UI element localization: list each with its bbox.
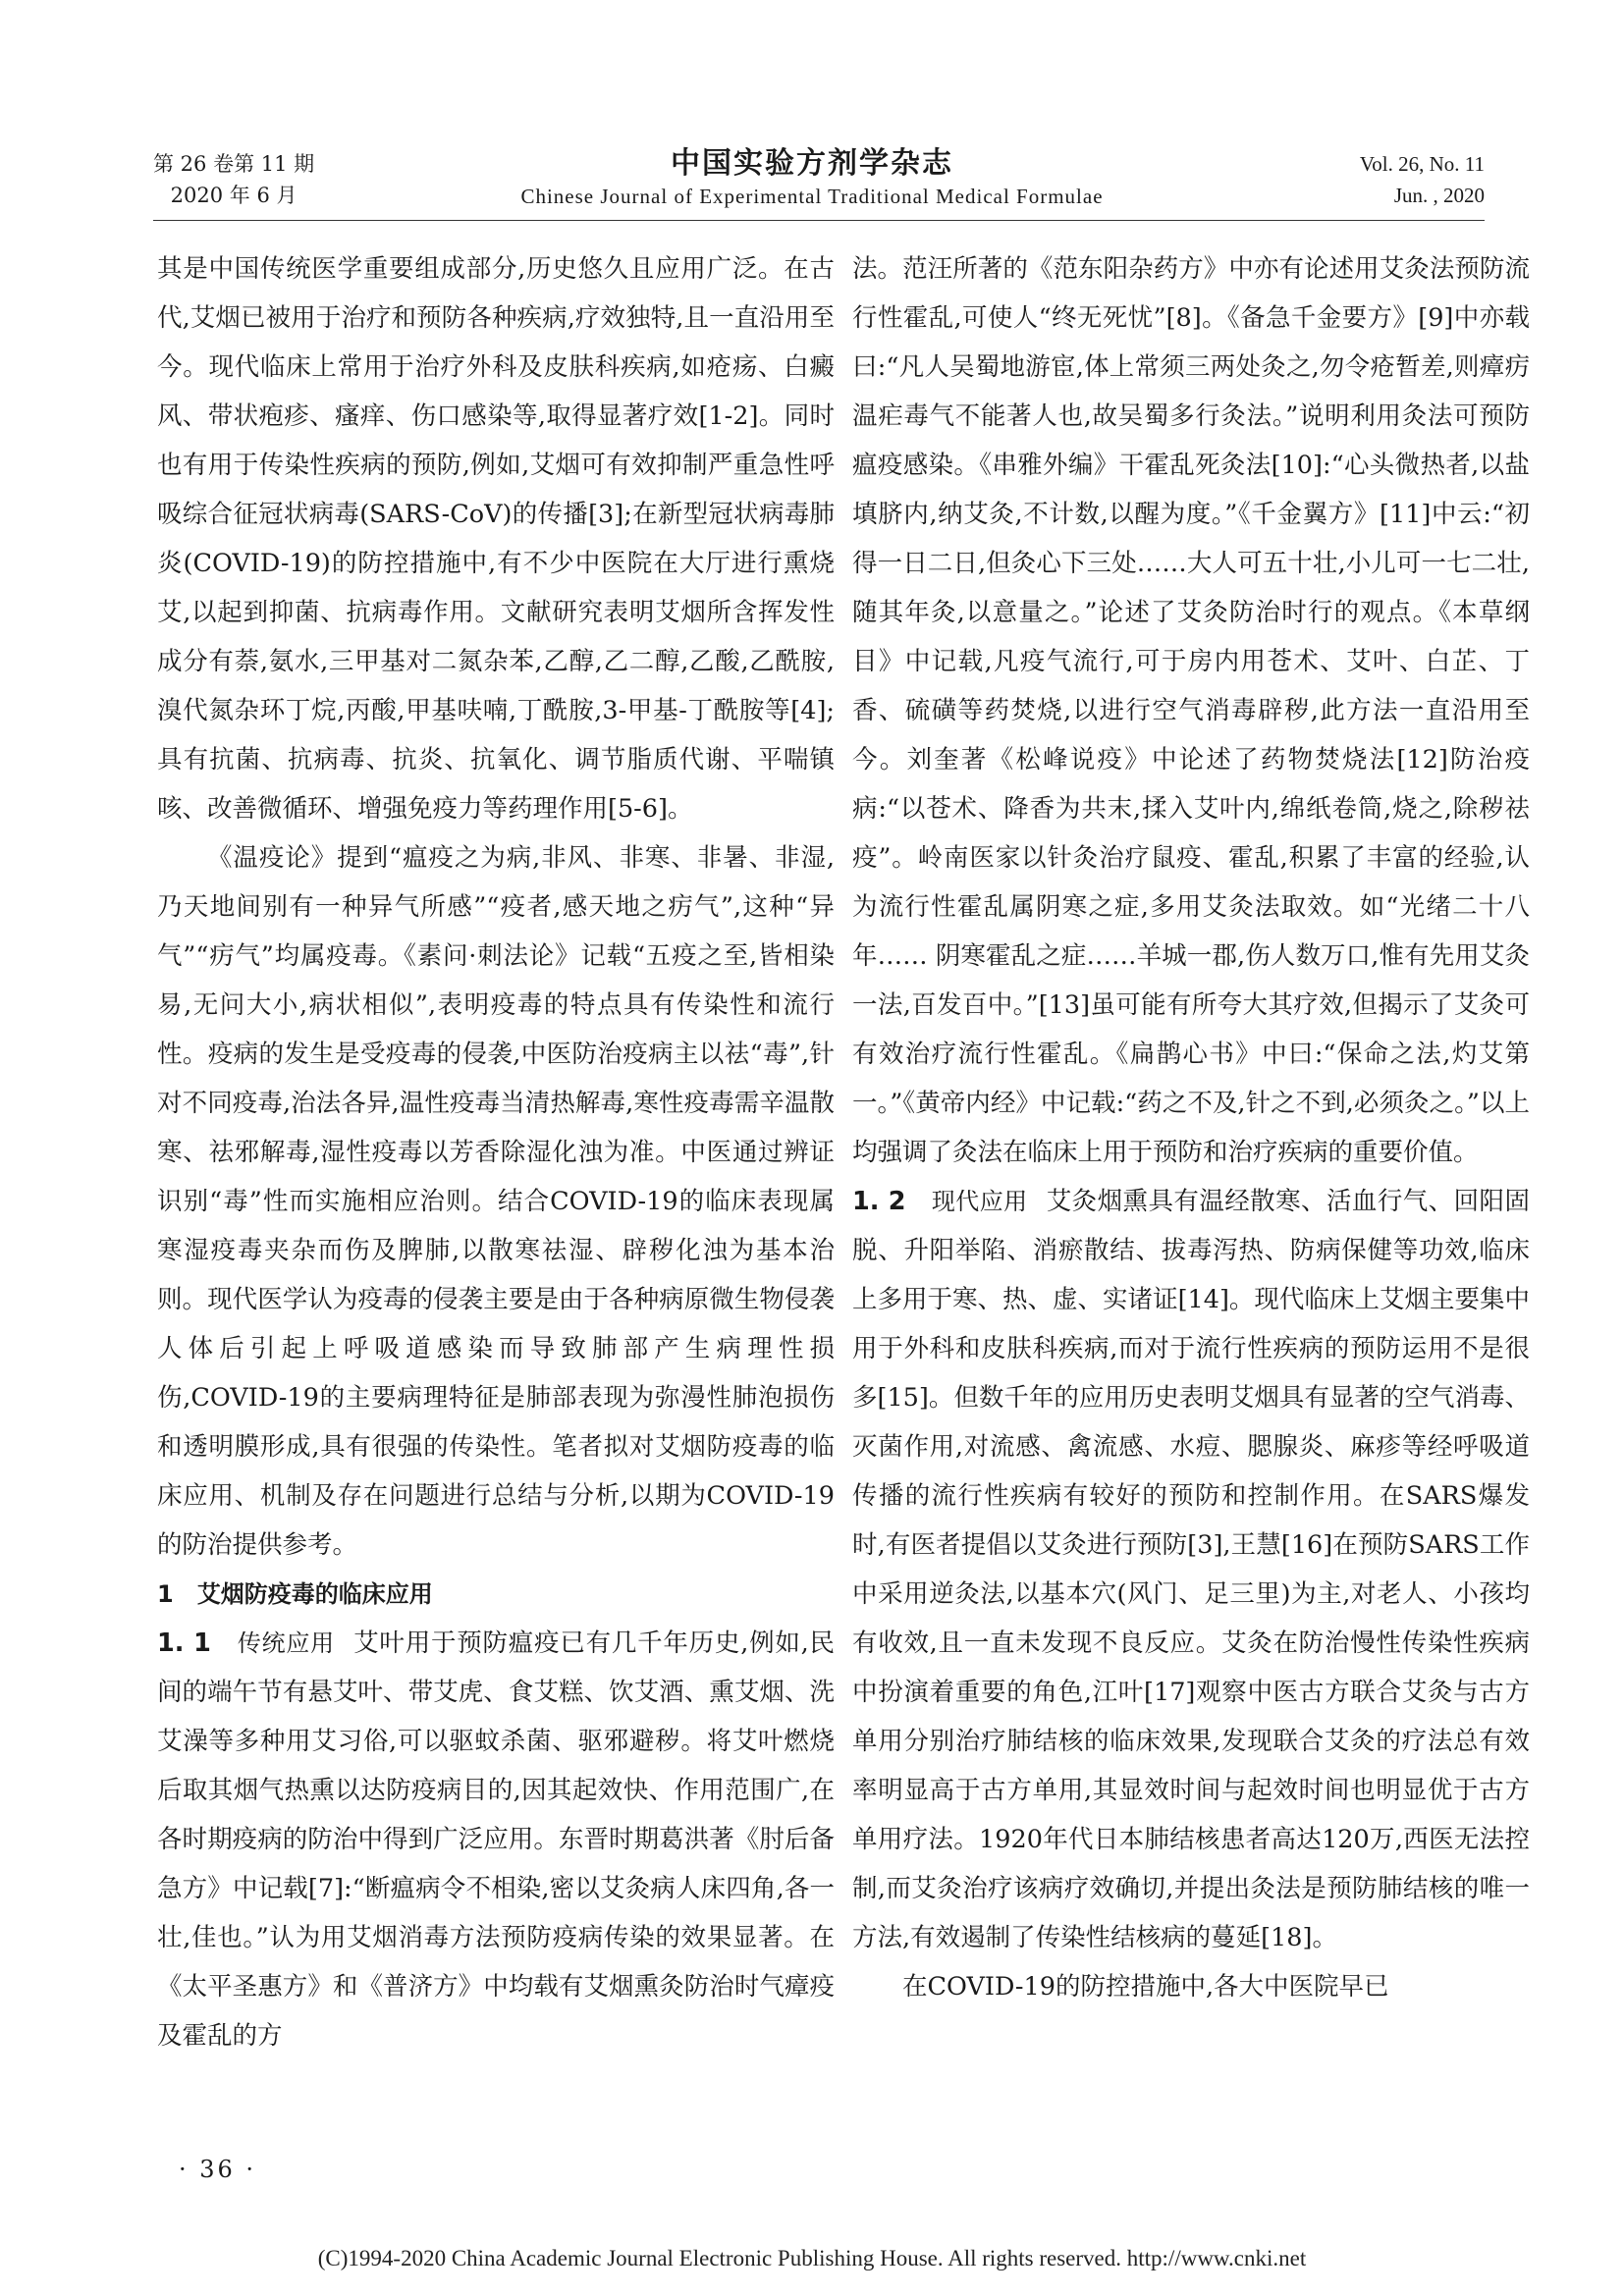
subsection-title: 传统应用 [237,1629,335,1657]
volume-issue-cn: 第 26 卷第 11 期 [153,152,315,176]
header-center [442,145,1182,210]
section-heading-1: 1 艾烟防疫毒的临床应用 [157,1580,433,1608]
subsection-text: 艾叶用于预防瘟疫已有几千年历史,例如,民间的端午节有悬艾叶、带艾虎、食艾糕、饮艾酒、熏艾烟、洗艾澡等多种用艾习俗,可以驱蚊杀菌、驱邪避秽。将艾叶燃烧后取其烟气热熏以达防疫病目的,因其起效快、作用范围广,在各时期疫病的防治中得到广泛应用。东晋时期葛洪著《肘后备急方》中记载[7]:“断瘟病令不相染,密以艾灸病人床四角,各一壮,佳也。”认为用艾烟消毒方法预防疫病传染的效果显著。在《太平圣惠方》和《普济方》中均载有艾烟熏灸防治时气瘴疫及霍乱的方 [157,1629,835,2051]
subsection-number: 1. 2 [852,1187,906,1216]
paragraph-covid-measures: 在COVID-19的防控措施中,各大中医院早已 [902,1972,1389,2002]
date-cn: 2020 年 6 月 [170,184,298,207]
subsection-1-1 [157,1619,835,2060]
subsection-1-2 [852,1177,1530,1962]
paragraph-continuation: 其是中国传统医学重要组成部分,历史悠久且应用广泛。在古代,艾烟已被用于治疗和预防各种疾病,疗效独特,且一直沿用至今。现代临床上常用于治疗外科及皮肤科疾病,如疮疡、白癜风、带状疱疹、瘙痒、伤口感染等,取得显著疗效[1-2]。同时也有用于传染性疾病的预防,例如,艾烟可有效抑制严重急性呼吸综合征冠状病毒(SARS-CoV)的传播[3];在新型冠状病毒肺炎(COVID-19)的防控措施中,有不少中医院在大厅进行熏烧艾,以起到抑菌、抗病毒作用。文献研究表明艾烟所含挥发性成分有萘,氨水,三甲基对二氮杂苯,乙醇,乙二醇,乙酸,乙酰胺,溴代氮杂环丁烷,丙酸,甲基呋喃,丁酰胺,3-甲基-丁酰胺等[4];具有抗菌、抗病毒、抗炎、抗氧化、调节脂质代谢、平喘镇咳、改善微循环、增强免疫力等药理作用[5-6]。 [157,254,835,824]
volume-issue-en: Vol. 26, No. 11 [1359,152,1485,176]
date-en: Jun. , 2020 [1393,184,1485,207]
left-column [157,244,835,2060]
header-left [153,148,314,211]
header-right [1360,148,1485,211]
right-column [852,244,1530,2011]
copyright-footer: (C)1994-2020 China Academic Journal Electronic Publishing House. All rights reserved. http://www.cnki.net [317,2246,1307,2270]
subsection-text: 艾灸烟熏具有温经散寒、活血行气、回阳固脱、升阳举陷、消瘀散结、拔毒泻热、防病保健等功效,临床上多用于寒、热、虚、实诸证[14]。现代临床上艾烟主要集中用于外科和皮肤科疾病,而对于流行性疾病的预防运用不是很多[15]。但数千年的应用历史表明艾烟具有显著的空气消毒、灭菌作用,对流感、禽流感、水痘、腮腺炎、麻疹等经呼吸道传播的流行性疾病有较好的预防和控制作用。在SARS爆发时,有医者提倡以艾灸进行预防[3],王慧[16]在预防SARS工作中采用逆灸法,以基本穴(风门、足三里)为主,对老人、小孩均有收效,且一直未发现不良反应。艾灸在防治慢性传染性疾病中扮演着重要的角色,江叶[17]观察中医古方联合艾灸与古方单用分别治疗肺结核的临床效果,发现联合艾灸的疗法总有效率明显高于古方单用,其显效时间与起效时间也明显优于古方单用疗法。1920年代日本肺结核患者高达120万,西医无法控制,而艾灸治疗该病疗效确切,并提出灸法是预防肺结核的唯一方法,有效遏制了传染性结核病的蔓延[18]。 [852,1187,1530,1952]
paragraph-traditional-continued: 法。范汪所著的《范东阳杂药方》中亦有论述用艾灸法预防流行性霍乱,可使人“终无死忧”[8]。《备急千金要方》[9]中亦载曰:“凡人吴蜀地游宦,体上常须三两处灸之,勿令疮暂差,则瘴疠温疟毒气不能著人也,故吴蜀多行灸法。”说明利用灸法可预防瘟疫感染。《串雅外编》干霍乱死灸法[10]:“心头微热者,以盐填脐内,纳艾灸,不计数,以醒为度。”《千金翼方》[11]中云:“初得一日二日,但灸心下三处……大人可五十壮,小儿可一七二壮,随其年灸,以意量之。”论述了艾灸防治时行的观点。《本草纲目》中记载,凡疫气流行,可于房内用苍术、艾叶、白芷、丁香、硫磺等药焚烧,以进行空气消毒辟秽,此方法一直沿用至今。刘奎著《松峰说疫》中论述了药物焚烧法[12]防治疫病:“以苍术、降香为共末,揉入艾叶内,绵纸卷筒,烧之,除秽祛疫”。岭南医家以针灸治疗鼠疫、霍乱,积累了丰富的经验,认为流行性霍乱属阴寒之症,多用艾灸法取效。如“光绪二十八年…… 阴寒霍乱之症……羊城一郡,伤人数万口,惟有先用艾灸一法,百发百中。”[13]虽可能有所夸大其疗效,但揭示了艾灸可有效治疗流行性霍乱。《扁鹊心书》中曰:“保命之法,灼艾第一。”《黄帝内经》中记载:“药之不及,针之不到,必须灸之。”以上均强调了灸法在临床上用于预防和治疗疾病的重要价值。 [852,254,1530,1167]
paragraph-plague-theory: 《温疫论》提到“瘟疫之为病,非风、非寒、非暑、非湿,乃天地间别有一种异气所感”“疫者,感天地之疠气”,这种“异气”“疠气”均属疫毒。《素问·刺法论》记载“五疫之至,皆相染易,无问大小,病状相似”,表明疫毒的特点具有传染性和流行性。疫病的发生是受疫毒的侵袭,中医防治疫病主以祛“毒”,针对不同疫毒,治法各异,温性疫毒当清热解毒,寒性疫毒需辛温散寒、祛邪解毒,湿性疫毒以芳香除湿化浊为准。中医通过辨证识别“毒”性而实施相应治则。结合COVID-19的临床表现属寒湿疫毒夹杂而伤及脾肺,以散寒祛湿、辟秽化浊为基本治则。现代医学认为疫毒的侵袭主要是由于各种病原微生物侵袭人体后引起上呼吸道感染而导致肺部产生病理性损伤,COVID-19的主要病理特征是肺部表现为弥漫性肺泡损伤和透明膜形成,具有很强的传染性。笔者拟对艾烟防疫毒的临床应用、机制及存在问题进行总结与分析,以期为COVID-19的防治提供参考。 [157,843,835,1560]
header-rule [153,220,1485,221]
subsection-number: 1. 1 [157,1629,211,1658]
journal-title-en: Chinese Journal of Experimental Traditional Medical Formulae [520,185,1104,208]
subsection-title: 现代应用 [931,1188,1028,1215]
journal-title-cn: 中国实验方剂学杂志 [671,146,953,181]
page-number: · 36 · [179,2156,257,2183]
